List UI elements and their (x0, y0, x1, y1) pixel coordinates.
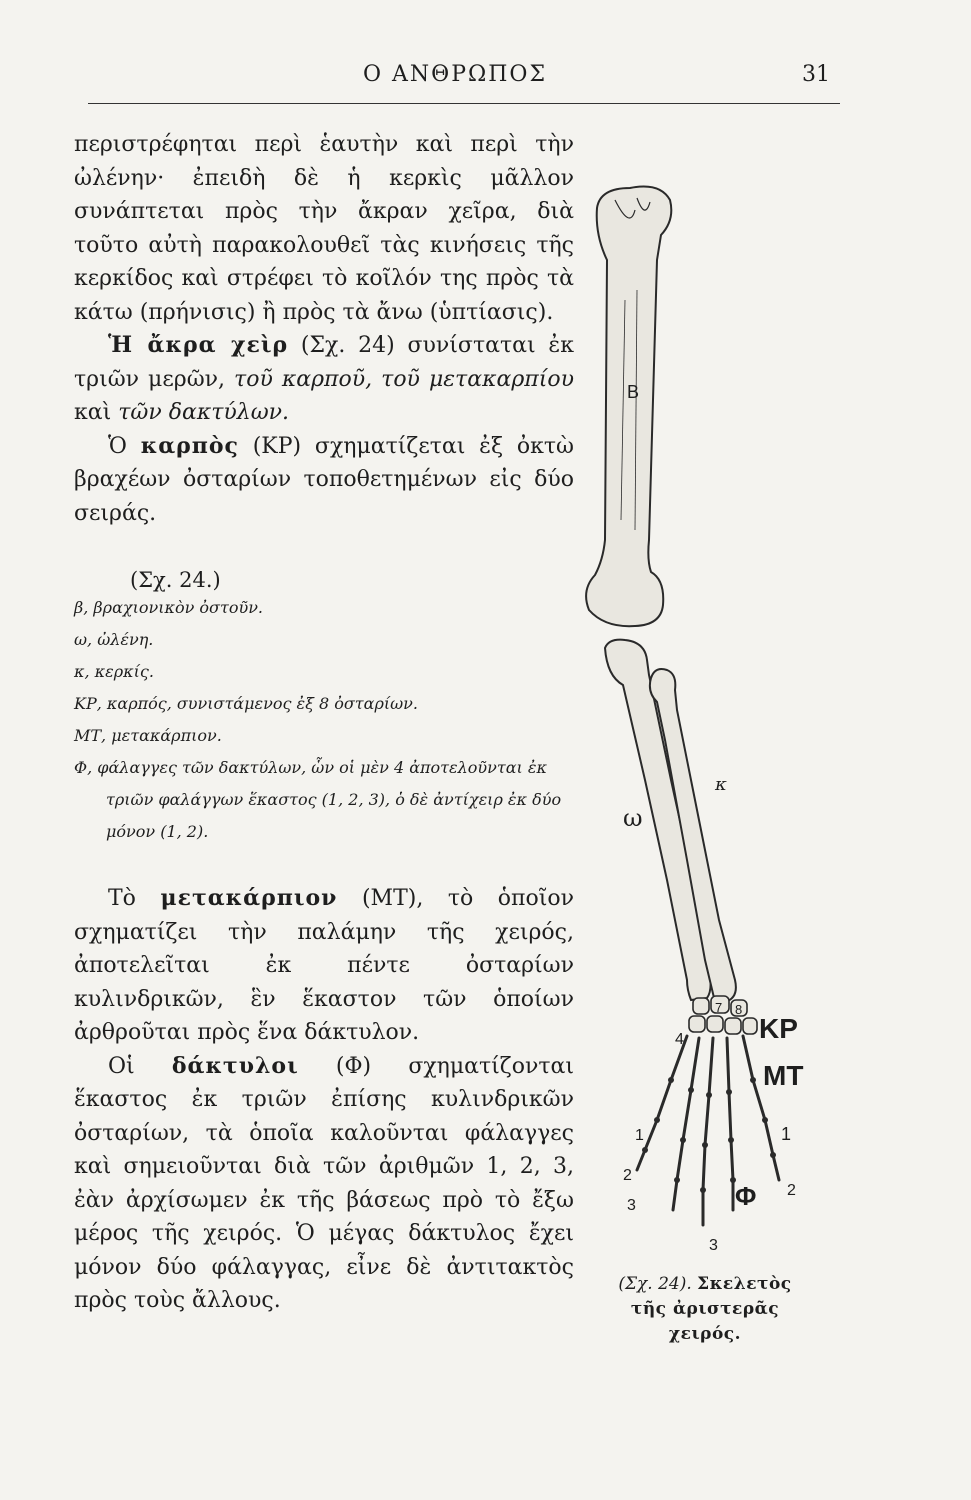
paragraph-metacarpus-text-b: (ΜΤ), τὸ ὁποῖον σχηματίζει τὴν παλάμην τῆς χειρός, ἀποτελεῖται ἐκ πέντε ὀσταρίων κυλινδρικῶν, ἓν ἕκαστον τῶν ὁποίων ἀρθροῦται πρὸς ἕνα δάκτυλον. (74, 886, 574, 1045)
label-right-1: 1 (781, 1124, 792, 1144)
label-mt: MT (763, 1060, 804, 1091)
term-hand: Ἡ ἄκρα χεὶρ (108, 332, 289, 358)
figure-reference: (Σχ. 24.) (130, 568, 221, 592)
arm-skeleton-illustration (575, 180, 835, 1270)
paragraph-carpus-text-a: Ὁ (108, 433, 141, 459)
legend-item: ω, ὠλένη. (74, 630, 154, 649)
paragraph-carpus-text-b: (ΚΡ) σχηματίζεται ἐξ ὀκτὼ βραχέων ὀσταρίων τοποθετημένων εἰς δύο σειράς. (74, 433, 574, 526)
paragraph-hand-italic-a: τοῦ καρποῦ, τοῦ μετακαρπίου (234, 366, 575, 392)
figure-legend (74, 592, 574, 848)
legend-item: Φ, φάλαγγες τῶν δακτύλων, ὧν οἱ μὲν 4 ἀποτελοῦνται ἐκ τριῶν φαλάγγων ἕκαστος (1, 2, 3), ὁ δὲ ἀντίχειρ ἐκ δύο μόνον (1, 2). (74, 758, 562, 841)
label-left-3: 3 (627, 1197, 636, 1214)
paragraph-hand (74, 329, 574, 430)
label-8: 8 (735, 1002, 743, 1017)
paragraph-forearm-rotation: περιστρέφηται περὶ ἑαυτὴν καὶ περὶ τὴν ὠλένην· ἐπειδὴ δὲ ἡ κερκὶς μᾶλλον συνάπτεται πρὸς τὴν ἄκραν χεῖρα, διὰ τοῦτο αὐτὴ παρακολουθεῖ τὰς κινήσεις τῆς κερκίδος καὶ στρέφει τὸ κοῖλόν της πρὸς τὰ κάτω (πρήνισις) ἢ πρὸς τὰ ἄνω (ὑπτίασις). (74, 132, 574, 325)
header-rule (88, 103, 840, 104)
metacarpal-and-phalanx-bones (637, 1036, 779, 1225)
label-4: 4 (675, 1031, 684, 1048)
paragraph-metacarpus-text-a: Τὸ (108, 886, 161, 911)
label-b: B (627, 382, 640, 402)
paragraph-fingers-text-a: Οἱ (108, 1053, 172, 1079)
label-kr: KP (759, 1013, 798, 1044)
label-right-2: 2 (787, 1182, 796, 1199)
humerus-bone (586, 187, 671, 627)
legend-item: ΚΡ, καρπός, συνιστάμενος ἐξ 8 ὀσταρίων. (74, 694, 418, 713)
paragraph-hand-text-b: καὶ (74, 400, 119, 425)
label-omega: ω (623, 804, 643, 832)
paragraph-fingers-text-b: (Φ) σχηματίζονται ἕκαστος ἐκ τριῶν ἐπίσης κυλινδρικῶν ὀσταρίων, τὰ ὁποῖα καλοῦνται φάλαγγες καὶ σημειοῦνται διὰ τῶν ἀριθμῶν 1, 2, 3, ἐὰν ἀρχίσωμεν ἐκ τῆς βάσεως πρὸ τὸ ἔξω μέρος τῆς χειρός. Ὁ μέγας δάκτυλος ἔχει μόνον δύο φάλαγγας, εἶνε δὲ ἀντιτακτὸς πρὸς τοὺς ἄλλους. (74, 1053, 574, 1313)
running-title: Ο ΑΝΘΡΩΠΟΣ (362, 62, 548, 87)
paragraph-metacarpus (74, 882, 574, 1050)
label-kappa: κ (715, 774, 727, 795)
label-left-2: 2 (623, 1167, 632, 1184)
caption-title-b: τῆς ἀριστερᾶς (630, 1299, 780, 1319)
label-7: 7 (715, 1000, 723, 1015)
legend-item: κ, κερκίς. (74, 662, 154, 681)
caption-title-a: Σκελετὸς (697, 1274, 792, 1294)
paragraph-carpus (74, 430, 574, 531)
term-carpus: καρπὸς (140, 432, 239, 459)
label-phi: Φ (735, 1181, 757, 1211)
legend-item: β, βραχιονικὸν ὀστοῦν. (74, 598, 263, 617)
label-bottom-3: 3 (709, 1237, 718, 1254)
term-fingers: δάκτυλοι (171, 1052, 299, 1079)
caption-label: (Σχ. 24). (618, 1274, 692, 1294)
term-metacarpus: μετακάρπιον (160, 885, 338, 911)
arm-skeleton-figure (575, 180, 835, 1285)
text-column-bottom (74, 882, 574, 1318)
caption-line-1 (575, 1272, 835, 1297)
paragraph-fingers (74, 1050, 574, 1318)
caption-title-c: χειρός. (668, 1324, 742, 1344)
text-column-top (74, 128, 574, 530)
running-head (0, 62, 971, 92)
paragraph-hand-text-a: (Σχ. 24) συνίσταται ἐκ τριῶν μερῶν, (74, 333, 574, 392)
label-left-1: 1 (635, 1127, 644, 1144)
carpal-bones (689, 996, 757, 1034)
paragraph-hand-italic-b: τῶν δακτύλων. (118, 400, 290, 425)
figure-caption (575, 1272, 835, 1347)
legend-item: ΜΤ, μετακάρπιον. (74, 726, 222, 745)
page-number: 31 (802, 62, 830, 87)
